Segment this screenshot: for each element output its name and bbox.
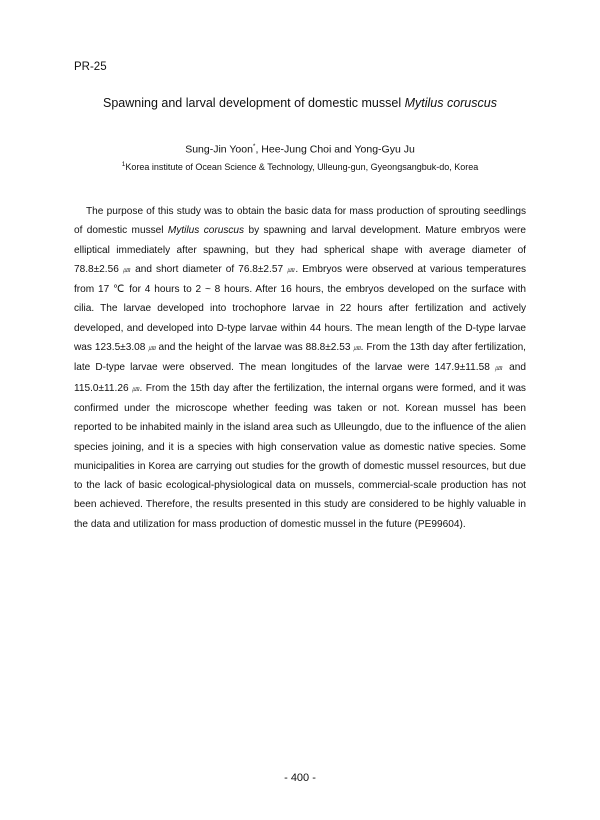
- abstract-paragraph: [74, 202, 526, 534]
- abstract-text-7: and 115.0±11.26: [74, 362, 527, 394]
- abstract-text-4: . Embryos were observed at various temperatures from 17 ℃ for 4 hours to 2 ~ 8 hours. After 16 hours, the embryos developed on the surface with cilia. The larvae developed into trochophore larvae in 22 hours after fertilization and actively developed, and developed into D-type larvae within 44 hours. The mean length of the D-type larvae was 123.5±3.08: [74, 263, 527, 354]
- paper-code: PR-25: [74, 61, 107, 73]
- unit-symbol: ㎛: [494, 365, 505, 373]
- abstract-species: Mytilus coruscus: [167, 225, 245, 237]
- other-authors: , Hee-Jung Choi and Yong-Gyu Ju: [255, 143, 415, 156]
- abstract-text-8: . From the 15th day after the fertilization, the internal organs were formed, and it was confirmed under the microscope whether feeding was taken or not. Korean mussel has been reported to be inhabited mainly in the island area such as Ulleungdo, due to the influence of the alien species joining, and it is a species with high conservation value as domestic native species. Some municipalities in Korea are carrying out studies for the growth of domestic mussel resources, but due to the lack of basic ecological-physiological data on mussels, commercial-scale production has not been achieved. Therefore, the results presented in this study are considered to be highly valuable in the data and utilization for mass production of domestic mussel in the future (PE99604).: [74, 382, 526, 530]
- unit-symbol: ㎛: [122, 266, 132, 274]
- first-author: Sung-Jin Yoon: [185, 143, 253, 156]
- affiliation-mark: 1: [121, 161, 126, 168]
- abstract-text-5: and the height of the larvae was 88.8±2.53: [155, 342, 354, 354]
- authors-line: [0, 143, 600, 156]
- abstract-text-1: The purpose of this study was to obtain the basic data for mass production of sprouting seedlings of domestic mussel: [74, 206, 526, 237]
- abstract-text-2: by spawning and larval development. Mature embryos were elliptical immediately after spawning, but they had spherical shape with average diameter of 78.8±2.56: [74, 225, 526, 275]
- affiliation-text: Korea institute of Ocean Science & Technology, Ulleung-gun, Gyeongsangbuk-do, Korea: [125, 162, 479, 172]
- abstract-text-3: and short diameter of 76.8±2.57: [131, 263, 288, 275]
- unit-symbol: ㎛: [131, 385, 140, 393]
- unit-symbol: ㎛: [353, 345, 361, 353]
- paper-title: [0, 96, 600, 110]
- title-species: Mytilus coruscus: [404, 96, 497, 110]
- affiliation: [0, 161, 600, 172]
- abstract-text-6: . From the 13th day after fertilization, late D-type larvae were observed. The mean longitudes of the larvae were 147.9±11.58: [74, 342, 526, 374]
- unit-symbol: ㎛: [287, 266, 296, 274]
- corresponding-mark: *: [252, 143, 256, 150]
- title-text: Spawning and larval development of domestic mussel: [103, 96, 405, 110]
- page-number: - 400 -: [284, 772, 316, 784]
- unit-symbol: ㎛: [148, 345, 156, 353]
